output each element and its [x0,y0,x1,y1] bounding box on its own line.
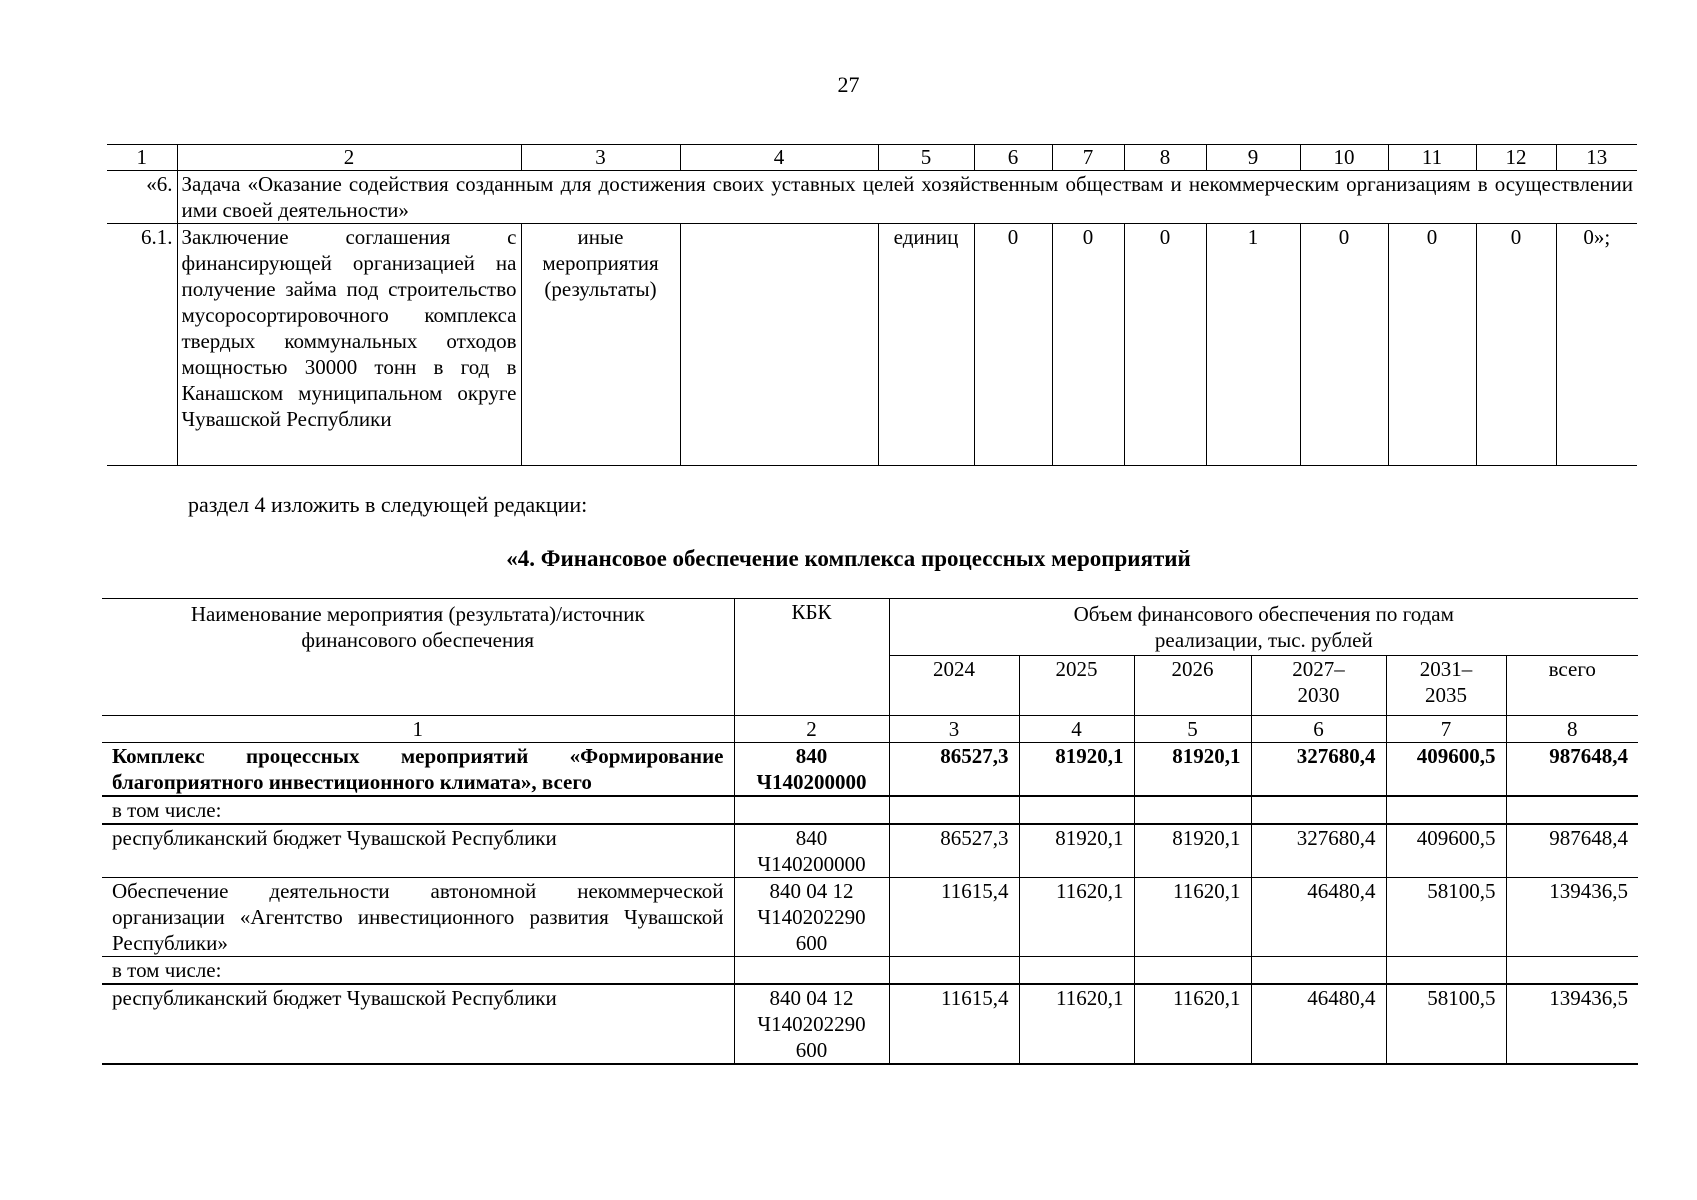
col-number: 2 [734,716,889,743]
row-value: 11620,1 [1019,878,1134,957]
row-value: 0 [1388,224,1476,466]
header-year: 2024 [889,656,1019,716]
row-value: 46480,4 [1251,984,1386,1064]
col-number: 3 [889,716,1019,743]
table-row [107,224,1637,466]
row-value [1134,957,1251,985]
task-number: «6. [107,171,177,224]
row-value [1251,957,1386,985]
row-value: 987648,4 [1506,824,1638,878]
table-row [102,878,1638,957]
row-kbk [734,796,889,824]
row-kbk: 840 04 12 Ч140202290 600 [734,878,889,957]
row-value [889,796,1019,824]
header-kbk: КБК [734,599,889,716]
col-number: 2 [177,145,521,171]
page-number: 27 [837,72,860,97]
row-value: 327680,4 [1251,743,1386,797]
row-unit: единиц [878,224,974,466]
col-number: 4 [680,145,878,171]
edit-instruction: раздел 4 изложить в следующей редакции: [188,492,588,517]
row-value: 0 [1476,224,1556,466]
col-number: 11 [1388,145,1476,171]
table-row [102,957,1638,985]
row-value [1251,796,1386,824]
header-year: 2025 [1019,656,1134,716]
row-name: республиканский бюджет Чувашской Республики [102,824,734,878]
row-value: 139436,5 [1506,878,1638,957]
row-value: 11620,1 [1134,984,1251,1064]
table-row [102,743,1638,797]
col-number: 4 [1019,716,1134,743]
row-type: иные мероприятия (результаты) [521,224,680,466]
col-number: 1 [102,716,734,743]
row-value: 987648,4 [1506,743,1638,797]
table-row [102,984,1638,1064]
task-text: Задача «Оказание содействия созданным для достижения своих уставных целей хозяйственным обществам и некоммерческим организациям в осуществлении ими своей деятельности» [177,171,1637,224]
row-value [1019,957,1134,985]
table2-header-row [102,599,1638,656]
row-value [1386,957,1506,985]
section-title: «4. Финансовое обеспечение комплекса процессных мероприятий [506,546,1191,571]
row-value: 86527,3 [889,743,1019,797]
row-value: 58100,5 [1386,878,1506,957]
row-value [1506,796,1638,824]
row-value: 0 [1300,224,1388,466]
header-total: всего [1506,656,1638,716]
row-value: 81920,1 [1019,824,1134,878]
row-value [1134,796,1251,824]
header-volume: Объем финансового обеспечения по годам реализации, тыс. рублей [889,599,1638,656]
row-value: 11620,1 [1134,878,1251,957]
col-number: 7 [1386,716,1506,743]
col-number: 10 [1300,145,1388,171]
row-value: 139436,5 [1506,984,1638,1064]
row-value: 0 [1124,224,1206,466]
col-number: 7 [1052,145,1124,171]
row-value: 11615,4 [889,878,1019,957]
row-name: республиканский бюджет Чувашской Республики [102,984,734,1064]
header-year: 2026 [1134,656,1251,716]
table2-col-numbers [102,716,1638,743]
row-value: 81920,1 [1134,743,1251,797]
col-number: 6 [1251,716,1386,743]
row-value [1386,796,1506,824]
col-number: 6 [974,145,1052,171]
row-name: в том числе: [102,796,734,824]
col-number: 3 [521,145,680,171]
row-value: 86527,3 [889,824,1019,878]
row-number: 6.1. [107,224,177,466]
row-value: 409600,5 [1386,824,1506,878]
col-number: 5 [1134,716,1251,743]
col-number: 1 [107,145,177,171]
row-value [1019,796,1134,824]
col-number: 8 [1124,145,1206,171]
col-number: 5 [878,145,974,171]
header-name: Наименование мероприятия (результата)/источник финансового обеспечения [102,599,734,716]
row-name: Обеспечение деятельности автономной некоммерческой организации «Агентство инвестиционного развития Чувашской Республики» [102,878,734,957]
col-number: 12 [1476,145,1556,171]
task-row [107,171,1637,224]
row-value: 46480,4 [1251,878,1386,957]
row-value: 0 [1052,224,1124,466]
row-value: 327680,4 [1251,824,1386,878]
row-name: в том числе: [102,957,734,985]
row-value: 1 [1206,224,1300,466]
row-kbk [734,957,889,985]
financing-table [102,598,1638,1065]
goals-table [107,144,1637,466]
table-row [102,796,1638,824]
col-number: 9 [1206,145,1300,171]
row-value: 81920,1 [1019,743,1134,797]
row-value [889,957,1019,985]
row-name: Комплекс процессных мероприятий «Формирование благоприятного инвестиционного климата», всего [102,743,734,797]
table1-header-row [107,145,1637,171]
col-number: 8 [1506,716,1638,743]
table-row [102,824,1638,878]
row-value: 0 [974,224,1052,466]
row-kbk: 840 Ч140200000 [734,743,889,797]
row-value: 409600,5 [1386,743,1506,797]
row-value: 11615,4 [889,984,1019,1064]
row-value [1506,957,1638,985]
row-value: 11620,1 [1019,984,1134,1064]
row-kbk: 840 04 12 Ч140202290 600 [734,984,889,1064]
row-value: 58100,5 [1386,984,1506,1064]
col-number: 13 [1556,145,1637,171]
row-name: Заключение соглашения с финансирующей организацией на получение займа под строительство мусоросортировочного комплекса твердых коммунальных отходов мощностью 30000 тонн в год в Канашском муниципальном округе Чувашской Республики [177,224,521,466]
row-col4 [680,224,878,466]
header-year: 2031–2035 [1386,656,1506,716]
row-value: 81920,1 [1134,824,1251,878]
row-value: 0»; [1556,224,1637,466]
row-kbk: 840 Ч140200000 [734,824,889,878]
header-year: 2027–2030 [1251,656,1386,716]
